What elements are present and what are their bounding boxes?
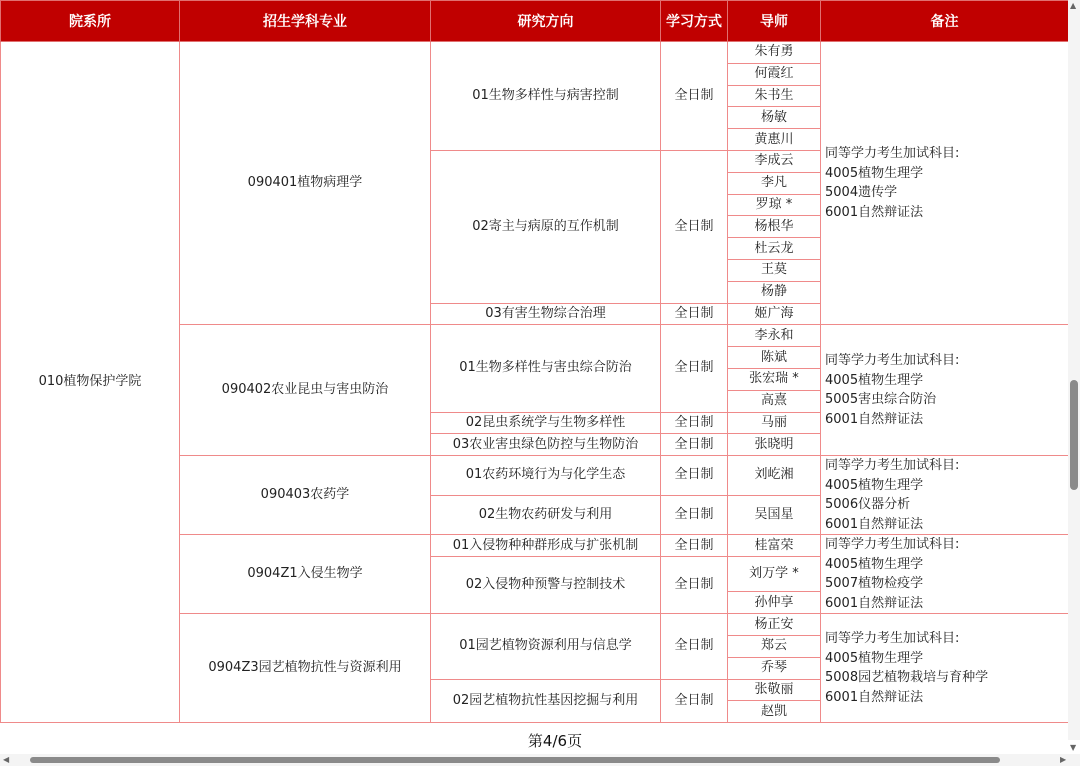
remarks-cell [821,456,1069,535]
tutor-cell: 赵凯 [728,701,821,723]
direction-cell: 02昆虫系统学与生物多样性 [431,412,661,434]
tutor-cell: 高熹 [728,390,821,412]
tutor-cell: 刘万学 * [728,556,821,591]
header-study-mode: 学习方式 [661,1,728,42]
major-cell: 090403农药学 [180,456,431,535]
direction-cell: 01生物多样性与害虫综合防治 [431,325,661,412]
page-indicator: 第4/6页 [527,732,583,750]
horizontal-scroll-thumb[interactable] [30,757,1000,763]
tutor-cell: 陈斌 [728,347,821,369]
remarks-cell [821,42,1069,325]
tutor-cell: 杨敏 [728,107,821,129]
direction-cell: 03有害生物综合治理 [431,303,661,325]
tutor-cell: 朱书生 [728,85,821,107]
tutor-cell: 杨正安 [728,614,821,636]
study-mode-cell: 全日制 [661,325,728,412]
tutor-cell: 杜云龙 [728,238,821,260]
header-college: 院系所 [1,1,180,42]
study-mode-cell: 全日制 [661,456,728,496]
direction-cell: 01农药环境行为与化学生态 [431,456,661,496]
vertical-scroll-thumb[interactable] [1070,380,1078,490]
tutor-cell: 张宏瑞 * [728,368,821,390]
header-major: 招生学科专业 [180,1,431,42]
tutor-cell: 李永和 [728,325,821,347]
table-row [1,42,1069,64]
major-cell: 090402农业昆虫与害虫防治 [180,325,431,456]
header-remarks: 备注 [821,1,1069,42]
remark-line: 4005植物生理学 [825,477,924,493]
remark-line: 5008园艺植物栽培与育种学 [825,670,989,686]
college-cell: 010植物保护学院 [1,42,180,723]
major-cell: 090401植物病理学 [180,42,431,325]
study-mode-cell: 全日制 [661,412,728,434]
remark-line: 5005害虫综合防治 [825,392,937,408]
tutor-cell: 姬广海 [728,303,821,325]
remark-line: 5004遗传学 [825,185,898,201]
study-mode-cell: 全日制 [661,679,728,723]
remark-line: 6001自然辩证法 [825,689,924,705]
remark-line: 5007植物检疫学 [825,576,924,592]
tutor-cell: 郑云 [728,635,821,657]
tutor-cell: 桂富荣 [728,535,821,557]
tutor-cell: 刘屹湘 [728,456,821,496]
scroll-right-arrow-icon[interactable]: ▶ [1060,755,1067,764]
remark-line: 同等学力考生加试科目: [825,458,960,474]
study-mode-cell: 全日制 [661,614,728,679]
remark-line: 5006仪器分析 [825,497,911,513]
header-direction: 研究方向 [431,1,661,42]
tutor-cell: 罗琼 * [728,194,821,216]
tutor-cell: 李凡 [728,172,821,194]
direction-cell: 01园艺植物资源利用与信息学 [431,614,661,679]
direction-cell: 02生物农药研发与利用 [431,495,661,535]
major-cell: 0904Z3园艺植物抗性与资源利用 [180,614,431,723]
tutor-cell: 乔琴 [728,657,821,679]
table-body [1,42,1069,723]
tutor-cell: 吴国星 [728,495,821,535]
direction-cell: 01生物多样性与病害控制 [431,42,661,151]
remark-line: 6001自然辩证法 [825,595,924,611]
tutor-cell: 李成云 [728,150,821,172]
study-mode-cell: 全日制 [661,303,728,325]
study-mode-cell: 全日制 [661,150,728,303]
remark-line: 同等学力考生加试科目: [825,146,960,162]
header-tutor: 导师 [728,1,821,42]
remark-line: 4005植物生理学 [825,372,924,388]
direction-cell: 03农业害虫绿色防控与生物防治 [431,434,661,456]
remarks-cell [821,325,1069,456]
study-mode-cell: 全日制 [661,495,728,535]
remark-line: 6001自然辩证法 [825,516,924,532]
scroll-up-arrow-icon[interactable]: ▲ [1070,1,1077,10]
remark-line: 4005植物生理学 [825,556,924,572]
remark-line: 同等学力考生加试科目: [825,353,960,369]
major-cell: 0904Z1入侵生物学 [180,535,431,614]
tutor-cell: 王莫 [728,259,821,281]
horizontal-scrollbar[interactable] [0,754,1080,766]
scroll-down-arrow-icon[interactable]: ▼ [1070,743,1077,752]
tutor-cell: 杨根华 [728,216,821,238]
tutor-cell: 朱有勇 [728,42,821,64]
tutor-cell: 杨静 [728,281,821,303]
remark-line: 同等学力考生加试科目: [825,537,960,553]
direction-cell: 02入侵物种预警与控制技术 [431,556,661,613]
study-mode-cell: 全日制 [661,42,728,151]
study-mode-cell: 全日制 [661,535,728,557]
tutor-cell: 张敬丽 [728,679,821,701]
direction-cell: 01入侵物种种群形成与扩张机制 [431,535,661,557]
tutor-cell: 何霞红 [728,63,821,85]
remark-line: 同等学力考生加试科目: [825,631,960,647]
remark-line: 6001自然辩证法 [825,204,924,220]
tutor-cell: 孙仲享 [728,592,821,614]
remark-line: 4005植物生理学 [825,650,924,666]
vertical-scrollbar[interactable] [1068,0,1080,752]
remarks-cell [821,535,1069,614]
scroll-left-arrow-icon[interactable]: ◀ [3,755,10,764]
direction-cell: 02寄主与病原的互作机制 [431,150,661,303]
tutor-cell: 马丽 [728,412,821,434]
header-row [1,1,1069,42]
direction-cell: 02园艺植物抗性基因挖掘与利用 [431,679,661,723]
tutor-cell: 黄惠川 [728,129,821,151]
study-mode-cell: 全日制 [661,434,728,456]
tutor-cell: 张晓明 [728,434,821,456]
study-mode-cell: 全日制 [661,556,728,613]
remarks-cell [821,614,1069,723]
remark-line: 4005植物生理学 [825,165,924,181]
remark-line: 6001自然辩证法 [825,411,924,427]
